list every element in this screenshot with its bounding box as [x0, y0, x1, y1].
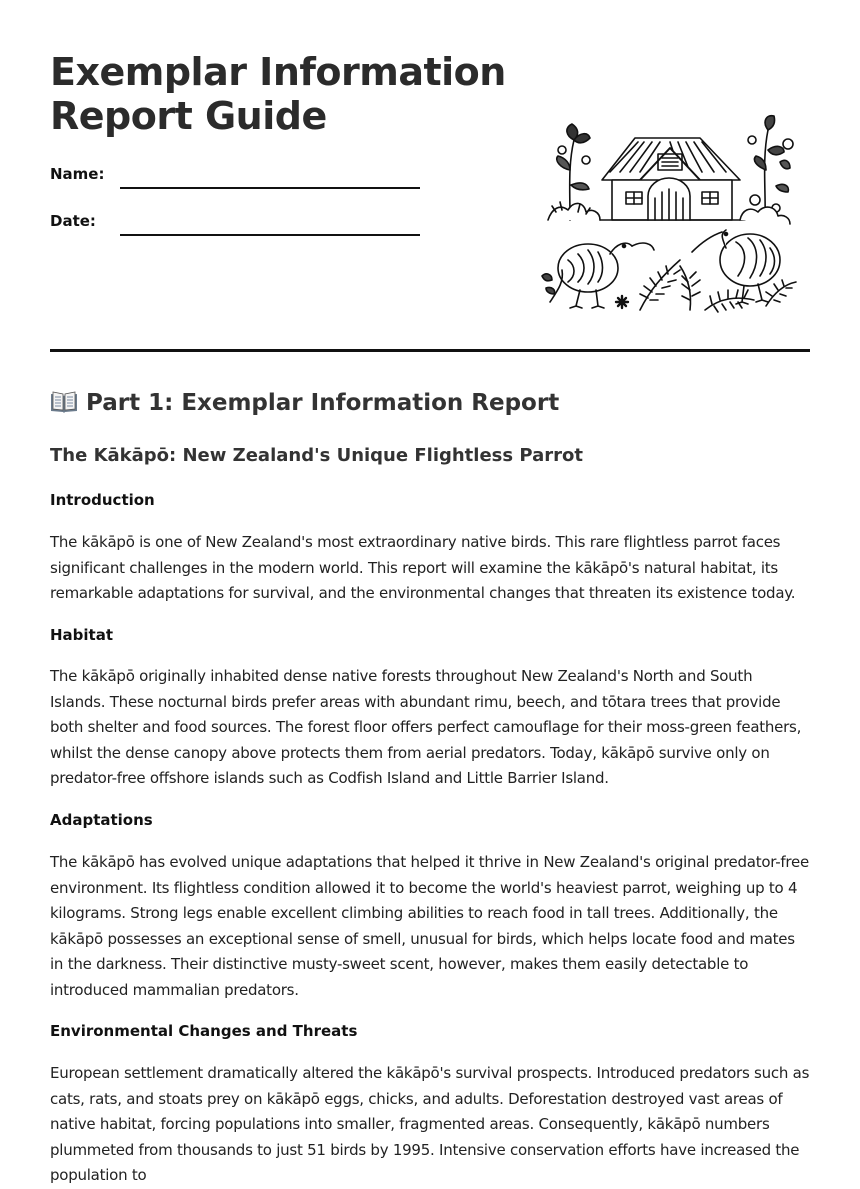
document-title — [50, 50, 506, 138]
date-label: Date: — [50, 212, 96, 230]
report-title: The Kākāpō: New Zealand's Unique Flightless Parrot — [50, 445, 583, 466]
document-title-line-1: Exemplar Information — [50, 50, 506, 94]
adaptations-paragraph: The kākāpō has evolved unique adaptations that helped it thrive in New Zealand's original predator-free environment. Its flightless condition allowed it to become the world's heaviest parrot, weighing up to 4 kilograms. Strong legs enable excellent climbing abilities to reach food in tall trees. Additionally, the kākāpō possesses an exceptional sense of smell, unusual for birds, which helps locate food and mates in the darkness. Their distinctive musty-sweet scent, however, makes them easily detectable to introduced mammalian predators. — [50, 853, 809, 999]
part-1-heading-text: Part 1: Exemplar Information Report — [86, 390, 560, 416]
adaptations-heading: Adaptations — [50, 811, 153, 829]
part-1-heading — [50, 386, 559, 420]
habitat-paragraph: The kākāpō originally inhabited dense native forests throughout New Zealand's North and South Islands. These nocturnal birds prefer areas with abundant rimu, beech, and tōtara trees that provide both shelter and food sources. The forest floor offers perfect camouflage for their moss-green feathers, whilst the dense canopy above protects them from aerial predators. Today, kākāpō survive only on predator-free offshore islands such as Codfish Island and Little Barrier Island. — [50, 667, 802, 787]
cottage-kiwi-illustration — [540, 110, 800, 315]
threats-heading: Environmental Changes and Threats — [50, 1022, 358, 1040]
threats-paragraph: European settlement dramatically altered the kākāpō's survival prospects. Introduced predators such as cats, rats, and stoats prey on kākāpō eggs, chicks, and adults. Deforestation destroyed vast areas of native habitat, forcing populations into smaller, fragmented areas. Consequently, kākāpō numbers plummeted from thousands to just 51 birds by 1995. Intensive conservation efforts have increased the population to — [50, 1064, 810, 1184]
name-label: Name: — [50, 165, 105, 183]
habitat-heading: Habitat — [50, 626, 114, 644]
name-field[interactable] — [120, 187, 420, 189]
document-title-line-2: Report Guide — [50, 94, 327, 138]
date-field[interactable] — [120, 234, 420, 236]
open-book-icon — [50, 391, 78, 413]
header-divider — [50, 349, 810, 352]
introduction-paragraph: The kākāpō is one of New Zealand's most extraordinary native birds. This rare flightless parrot faces significant challenges in the modern world. This report will examine the kākāpō's natural habitat, its remarkable adaptations for survival, and the environmental changes that threaten its existence today. — [50, 533, 796, 602]
introduction-heading: Introduction — [50, 491, 155, 509]
